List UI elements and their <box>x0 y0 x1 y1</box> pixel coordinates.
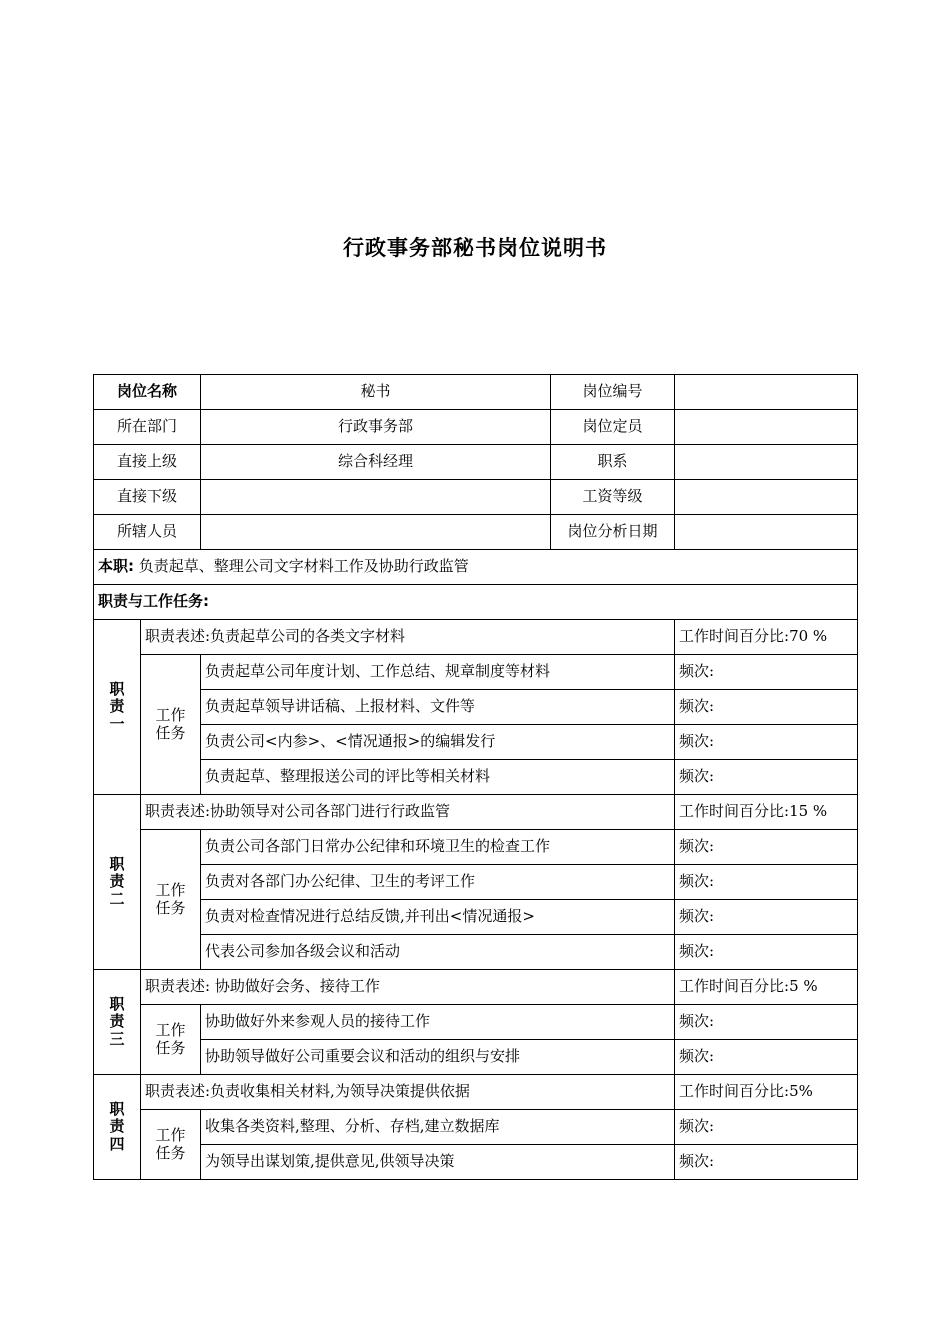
task-text: 为领导出谋划策,提供意见,供领导决策 <box>201 1145 675 1180</box>
task-text: 负责公司<内参>、<情况通报>的编辑发行 <box>201 725 675 760</box>
duty-name <box>94 795 141 970</box>
core-duty-row <box>94 550 858 585</box>
task-row <box>94 1005 858 1040</box>
duty-name-text: 职责四 <box>109 1100 125 1153</box>
info-value <box>675 445 858 480</box>
duty-name-text: 职责二 <box>109 855 125 908</box>
info-value <box>201 480 551 515</box>
task-row <box>94 1145 858 1180</box>
task-label <box>141 830 201 970</box>
duty-name-text: 职责三 <box>109 995 125 1048</box>
info-label: 职系 <box>551 445 675 480</box>
info-label: 岗位分析日期 <box>551 515 675 550</box>
task-row <box>94 1040 858 1075</box>
core-duty-text: 负责起草、整理公司文字材料工作及协助行政监管 <box>138 557 469 576</box>
task-text: 负责对各部门办公纪律、卫生的考评工作 <box>201 865 675 900</box>
info-value <box>675 410 858 445</box>
duty-time-percent: 工作时间百分比:5 % <box>675 970 858 1005</box>
task-row <box>94 865 858 900</box>
info-label: 直接上级 <box>94 445 201 480</box>
core-duty-cell <box>94 550 858 585</box>
info-value: 秘书 <box>201 375 551 410</box>
info-row <box>94 480 858 515</box>
task-frequency: 频次: <box>675 830 858 865</box>
task-text: 协助做好外来参观人员的接待工作 <box>201 1005 675 1040</box>
task-row <box>94 655 858 690</box>
task-text: 负责公司各部门日常办公纪律和环境卫生的检查工作 <box>201 830 675 865</box>
task-label <box>141 655 201 795</box>
task-label <box>141 1005 201 1075</box>
task-frequency: 频次: <box>675 935 858 970</box>
duty-name-text: 职责一 <box>109 680 125 733</box>
info-value: 综合科经理 <box>201 445 551 480</box>
duty-desc-row <box>94 1075 858 1110</box>
task-frequency: 频次: <box>675 1145 858 1180</box>
task-row <box>94 690 858 725</box>
duty-description: 职责表述:负责起草公司的各类文字材料 <box>141 620 675 655</box>
task-frequency: 频次: <box>675 1040 858 1075</box>
task-label-text: 工作任务 <box>155 1126 186 1162</box>
task-label-text: 工作任务 <box>155 1021 186 1057</box>
task-frequency: 频次: <box>675 1110 858 1145</box>
info-row <box>94 410 858 445</box>
task-text: 负责对检查情况进行总结反馈,并刊出<情况通报> <box>201 900 675 935</box>
info-label: 岗位名称 <box>94 375 201 410</box>
task-frequency: 频次: <box>675 865 858 900</box>
task-row <box>94 900 858 935</box>
duty-name <box>94 970 141 1075</box>
info-row <box>94 445 858 480</box>
duty-name <box>94 620 141 795</box>
info-label: 直接下级 <box>94 480 201 515</box>
task-row <box>94 935 858 970</box>
info-value <box>201 515 551 550</box>
task-frequency: 频次: <box>675 1005 858 1040</box>
job-description-table <box>93 374 858 1180</box>
task-frequency: 频次: <box>675 690 858 725</box>
duties-header-row <box>94 585 858 620</box>
task-text: 协助领导做好公司重要会议和活动的组织与安排 <box>201 1040 675 1075</box>
core-duty-label: 本职: <box>98 557 134 576</box>
task-text: 负责起草公司年度计划、工作总结、规章制度等材料 <box>201 655 675 690</box>
duty-description: 职责表述:协助领导对公司各部门进行行政监管 <box>141 795 675 830</box>
task-label <box>141 1110 201 1180</box>
task-text: 负责起草、整理报送公司的评比等相关材料 <box>201 760 675 795</box>
duty-desc-row <box>94 795 858 830</box>
duty-description: 职责表述: 协助做好会务、接待工作 <box>141 970 675 1005</box>
info-label: 所在部门 <box>94 410 201 445</box>
task-row <box>94 830 858 865</box>
duty-description: 职责表述:负责收集相关材料,为领导决策提供依据 <box>141 1075 675 1110</box>
info-value <box>675 515 858 550</box>
info-value <box>675 375 858 410</box>
task-text: 收集各类资料,整理、分析、存档,建立数据库 <box>201 1110 675 1145</box>
info-label: 岗位定员 <box>551 410 675 445</box>
task-text: 负责起草领导讲话稿、上报材料、文件等 <box>201 690 675 725</box>
duty-name <box>94 1075 141 1180</box>
info-row <box>94 375 858 410</box>
task-frequency: 频次: <box>675 725 858 760</box>
duties-header: 职责与工作任务: <box>94 585 858 620</box>
duty-time-percent: 工作时间百分比:15 % <box>675 795 858 830</box>
info-label: 所辖人员 <box>94 515 201 550</box>
task-frequency: 频次: <box>675 900 858 935</box>
task-frequency: 频次: <box>675 655 858 690</box>
info-label: 岗位编号 <box>551 375 675 410</box>
task-row <box>94 725 858 760</box>
info-value: 行政事务部 <box>201 410 551 445</box>
info-row <box>94 515 858 550</box>
task-row <box>94 1110 858 1145</box>
task-frequency: 频次: <box>675 760 858 795</box>
task-label-text: 工作任务 <box>155 881 186 917</box>
duty-desc-row <box>94 620 858 655</box>
task-label-text: 工作任务 <box>155 706 186 742</box>
duty-time-percent: 工作时间百分比:70 % <box>675 620 858 655</box>
duty-desc-row <box>94 970 858 1005</box>
task-text: 代表公司参加各级会议和活动 <box>201 935 675 970</box>
page-title: 行政事务部秘书岗位说明书 <box>343 236 607 260</box>
info-label: 工资等级 <box>551 480 675 515</box>
task-row <box>94 760 858 795</box>
info-value <box>675 480 858 515</box>
duty-time-percent: 工作时间百分比:5% <box>675 1075 858 1110</box>
